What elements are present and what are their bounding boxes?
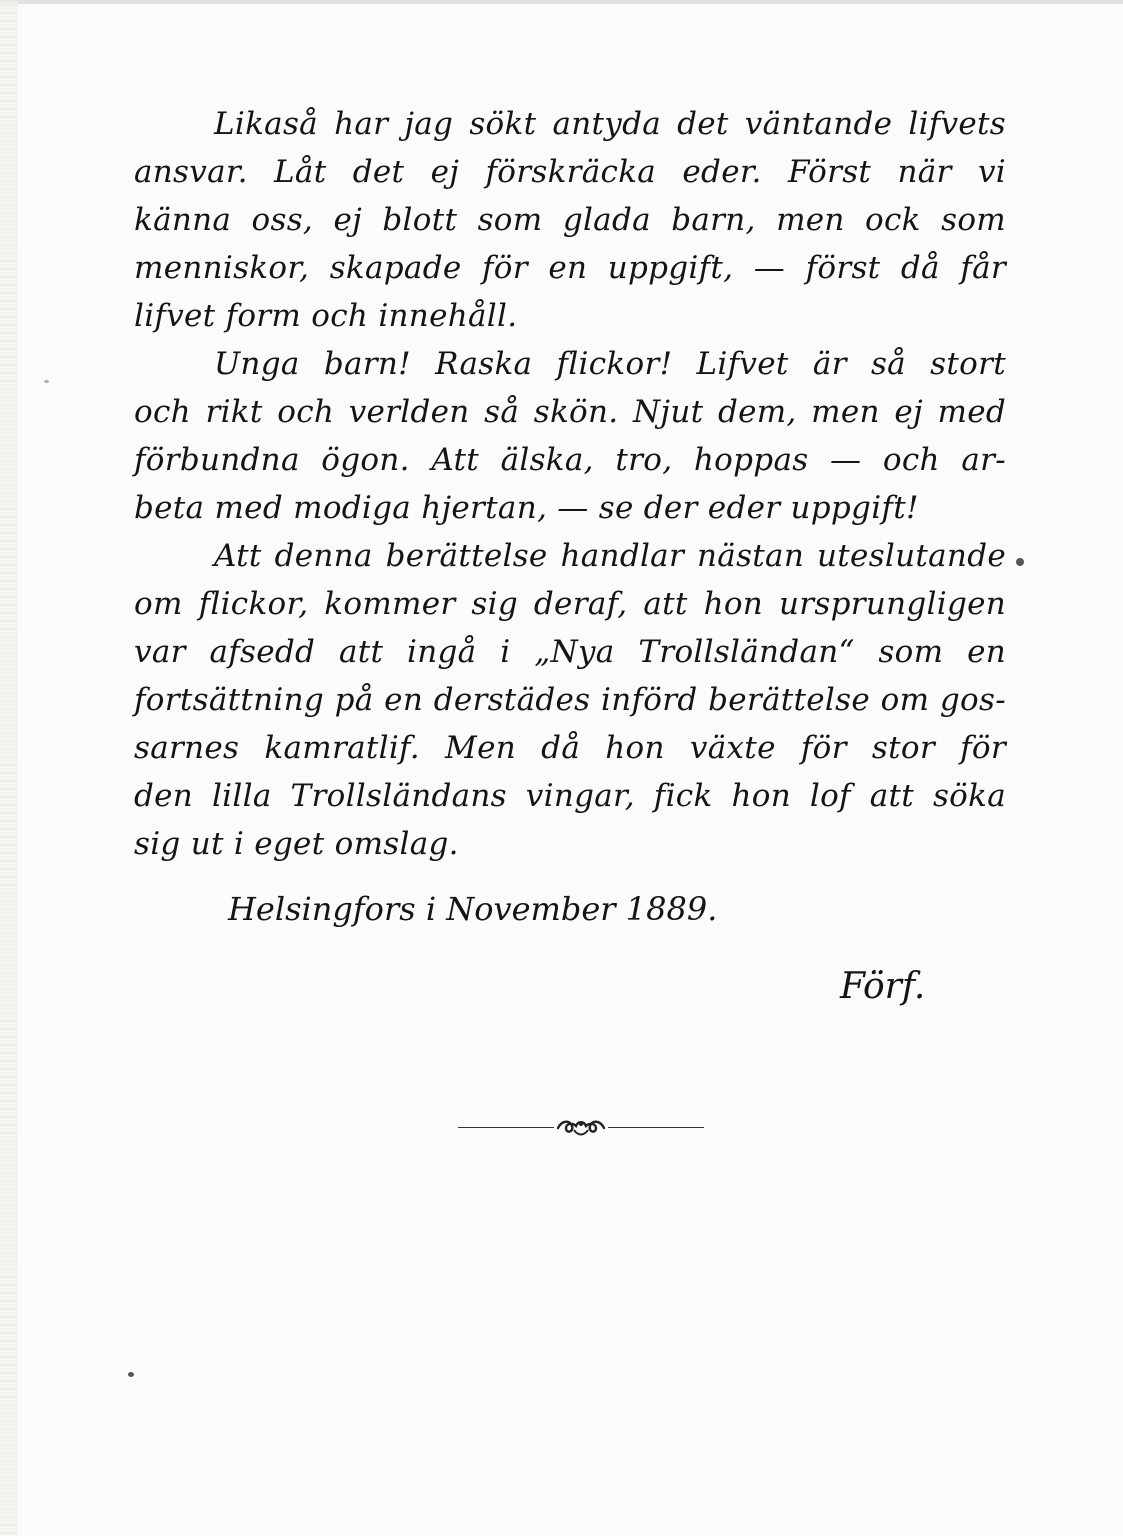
- author-signature: Förf.: [840, 966, 926, 1007]
- ornament-rule-right: [608, 1127, 704, 1128]
- text-line: lifvet form och innehåll.: [134, 298, 518, 334]
- place-date: Helsingfors i November 1889.: [228, 890, 718, 928]
- text-line: Likaså har jag sökt antyda det väntande lifvets: [214, 106, 1006, 142]
- text-line: sarnes kamratlif. Men då hon växte för stor för: [134, 730, 1006, 766]
- page-gutter: [0, 0, 18, 1536]
- ornament-flourish-icon: [554, 1112, 608, 1142]
- text-line: menniskor, skapade för en uppgift, — först då får: [134, 250, 1006, 286]
- text-line: ansvar. Låt det ej förskräcka eder. Först när vi: [134, 154, 1006, 190]
- text-line: var afsedd att ingå i „Nya Trollsländan“ som en: [134, 634, 1006, 670]
- text-line: Unga barn! Raska flickor! Lifvet är så stort: [214, 346, 1006, 382]
- text-line: och rikt och verlden så skön. Njut dem, men ej med: [134, 394, 1006, 430]
- text-line: fortsättning på en derstädes införd berättelse om gos-: [134, 682, 1006, 718]
- ornament-rule-left: [458, 1127, 554, 1128]
- text-line: förbundna ögon. Att älska, tro, hoppas — och ar-: [134, 442, 1006, 478]
- scan-speck: [44, 380, 49, 383]
- text-line: beta med modiga hjertan, — se der eder uppgift!: [134, 490, 919, 526]
- preface-text: [134, 100, 1006, 868]
- text-line: sig ut i eget omslag.: [134, 826, 459, 862]
- text-line: Att denna berättelse handlar nästan uteslutande: [214, 538, 1006, 574]
- scan-speck: [1016, 558, 1024, 566]
- text-line: den lilla Trollsländans vingar, fick hon lof att söka: [134, 778, 1006, 814]
- text-line: om flickor, kommer sig deraf, att hon ursprungligen: [134, 586, 1006, 622]
- text-line: känna oss, ej blott som glada barn, men ock som: [134, 202, 1006, 238]
- ornament-divider: [458, 1112, 704, 1142]
- scan-edge: [0, 0, 1123, 4]
- scan-speck: [128, 1372, 134, 1377]
